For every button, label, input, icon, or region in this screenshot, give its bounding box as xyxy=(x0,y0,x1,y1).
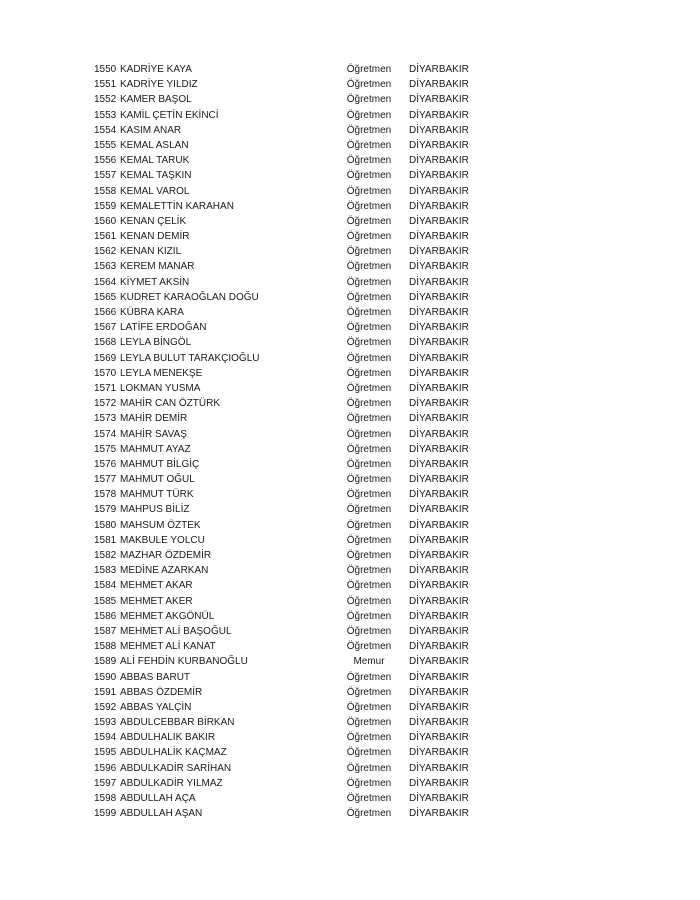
person-name: ABDULKADİR SARİHAN xyxy=(120,762,232,774)
record-number: 1589 xyxy=(94,656,117,668)
record-list xyxy=(0,62,700,821)
city-name: DİYARBAKIR xyxy=(409,671,469,683)
person-name: KAMER BAŞOL xyxy=(120,94,192,106)
city-name: DİYARBAKIR xyxy=(409,595,469,607)
job-title: Öğretmen xyxy=(346,458,392,470)
person-name: KENAN ÇELİK xyxy=(120,215,187,227)
record-number: 1561 xyxy=(94,231,117,243)
record-number: 1568 xyxy=(94,337,117,349)
record-number: 1556 xyxy=(94,155,117,167)
city-name: DİYARBAKIR xyxy=(409,793,469,804)
list-item xyxy=(0,487,700,502)
list-item xyxy=(0,442,700,457)
city-name: DİYARBAKIR xyxy=(409,701,469,713)
job-title: Öğretmen xyxy=(346,413,392,425)
list-item xyxy=(0,351,700,366)
city-name: DİYARBAKIR xyxy=(409,170,469,182)
record-number: 1595 xyxy=(94,747,117,759)
job-title: Öğretmen xyxy=(346,428,392,440)
job-title: Öğretmen xyxy=(346,550,392,561)
person-name: MAHMUT OĞUL xyxy=(120,474,195,486)
person-name: ABDULLAH AŞAN xyxy=(120,808,203,820)
person-name: MAHSUM ÖZTEK xyxy=(120,519,201,531)
job-title: Öğretmen xyxy=(346,534,392,546)
person-name: ABDULHALIK BAKIR xyxy=(120,732,216,744)
person-name: KADRİYE KAYA xyxy=(120,64,192,75)
record-number: 1565 xyxy=(94,291,117,303)
record-number: 1596 xyxy=(94,762,117,774)
list-item xyxy=(0,745,700,760)
list-item xyxy=(0,502,700,517)
city-name: DİYARBAKIR xyxy=(409,732,469,744)
job-title: Öğretmen xyxy=(346,307,392,318)
person-name: KAMİL ÇETİN EKİNCİ xyxy=(120,109,219,121)
job-title: Öğretmen xyxy=(346,79,392,91)
person-name: KEMAL VAROL xyxy=(120,185,190,197)
city-name: DİYARBAKIR xyxy=(409,580,469,592)
job-title: Öğretmen xyxy=(346,352,392,364)
job-title: Öğretmen xyxy=(346,276,392,288)
city-name: DİYARBAKIR xyxy=(409,808,469,820)
city-name: DİYARBAKIR xyxy=(409,489,469,501)
record-number: 1563 xyxy=(94,261,117,273)
list-item xyxy=(0,806,700,821)
job-title: Öğretmen xyxy=(346,474,392,486)
person-name: MAHMUT AYAZ xyxy=(120,443,191,455)
city-name: DİYARBAKIR xyxy=(409,200,469,212)
list-item xyxy=(0,730,700,745)
person-name: KEREM MANAR xyxy=(120,261,195,273)
city-name: DİYARBAKIR xyxy=(409,777,469,789)
person-name: ABBAS YALÇİN xyxy=(120,701,192,713)
list-item xyxy=(0,427,700,442)
city-name: DİYARBAKIR xyxy=(409,550,469,561)
record-number: 1580 xyxy=(94,519,117,531)
record-number: 1564 xyxy=(94,276,117,288)
city-name: DİYARBAKIR xyxy=(409,443,469,455)
city-name: DİYARBAKIR xyxy=(409,474,469,486)
city-name: DİYARBAKIR xyxy=(409,94,469,106)
city-name: DİYARBAKIR xyxy=(409,276,469,288)
city-name: DİYARBAKIR xyxy=(409,64,469,75)
job-title: Öğretmen xyxy=(346,200,392,212)
person-name: KİYMET AKSİN xyxy=(120,276,190,288)
person-name: LEYLA BULUT TARAKÇIOĞLU xyxy=(120,352,260,364)
record-number: 1553 xyxy=(94,109,117,121)
person-name: KÜBRA KARA xyxy=(120,307,184,318)
job-title: Öğretmen xyxy=(346,625,392,637)
record-number: 1593 xyxy=(94,717,117,729)
city-name: DİYARBAKIR xyxy=(409,428,469,440)
job-title: Öğretmen xyxy=(346,170,392,182)
list-item xyxy=(0,92,700,107)
person-name: ABDULHALİK KAÇMAZ xyxy=(120,747,227,759)
record-number: 1576 xyxy=(94,458,117,470)
city-name: DİYARBAKIR xyxy=(409,231,469,243)
job-title: Öğretmen xyxy=(346,580,392,592)
city-name: DİYARBAKIR xyxy=(409,382,469,394)
job-title: Öğretmen xyxy=(346,747,392,759)
list-item xyxy=(0,411,700,426)
record-number: 1554 xyxy=(94,124,117,136)
record-number: 1585 xyxy=(94,595,117,607)
city-name: DİYARBAKIR xyxy=(409,261,469,273)
record-number: 1592 xyxy=(94,701,117,713)
person-name: LOKMAN YUSMA xyxy=(120,382,201,394)
city-name: DİYARBAKIR xyxy=(409,625,469,637)
list-item xyxy=(0,609,700,624)
job-title: Öğretmen xyxy=(346,139,392,151)
job-title: Öğretmen xyxy=(346,595,392,607)
job-title: Öğretmen xyxy=(346,489,392,501)
record-number: 1560 xyxy=(94,215,117,227)
job-title: Öğretmen xyxy=(346,671,392,683)
record-number: 1584 xyxy=(94,580,117,592)
job-title: Öğretmen xyxy=(346,443,392,455)
person-name: KUDRET KARAOĞLAN DOĞU xyxy=(120,291,259,303)
city-name: DİYARBAKIR xyxy=(409,337,469,349)
record-number: 1586 xyxy=(94,610,117,622)
list-item xyxy=(0,381,700,396)
city-name: DİYARBAKIR xyxy=(409,307,469,318)
job-title: Öğretmen xyxy=(346,565,392,577)
list-item xyxy=(0,275,700,290)
city-name: DİYARBAKIR xyxy=(409,534,469,546)
record-number: 1559 xyxy=(94,200,117,212)
job-title: Memur xyxy=(353,656,385,668)
list-item xyxy=(0,700,700,715)
city-name: DİYARBAKIR xyxy=(409,367,469,379)
record-number: 1594 xyxy=(94,732,117,744)
record-number: 1577 xyxy=(94,474,117,486)
record-number: 1551 xyxy=(94,79,117,91)
job-title: Öğretmen xyxy=(346,762,392,774)
record-number: 1597 xyxy=(94,777,117,789)
list-item xyxy=(0,138,700,153)
job-title: Öğretmen xyxy=(346,94,392,106)
list-item xyxy=(0,184,700,199)
job-title: Öğretmen xyxy=(346,641,392,653)
person-name: ABDULLAH AÇA xyxy=(120,793,196,804)
list-item xyxy=(0,685,700,700)
person-name: KASIM ANAR xyxy=(120,124,182,136)
list-item xyxy=(0,77,700,92)
list-item xyxy=(0,290,700,305)
record-number: 1590 xyxy=(94,671,117,683)
record-number: 1578 xyxy=(94,489,117,501)
list-item xyxy=(0,654,700,669)
person-name: KEMAL TAŞKIN xyxy=(120,170,192,182)
job-title: Öğretmen xyxy=(346,155,392,167)
job-title: Öğretmen xyxy=(346,777,392,789)
person-name: MAHPUS BİLİZ xyxy=(120,504,190,516)
person-name: MEDİNE AZARKAN xyxy=(120,565,209,577)
record-number: 1598 xyxy=(94,793,117,804)
city-name: DİYARBAKIR xyxy=(409,565,469,577)
city-name: DİYARBAKIR xyxy=(409,656,469,668)
city-name: DİYARBAKIR xyxy=(409,185,469,197)
list-item xyxy=(0,305,700,320)
record-number: 1591 xyxy=(94,686,117,698)
person-name: ABBAS BARUT xyxy=(120,671,191,683)
person-name: ABDULCEBBAR BİRKAN xyxy=(120,717,235,729)
job-title: Öğretmen xyxy=(346,246,392,258)
person-name: KEMAL ASLAN xyxy=(120,139,189,151)
job-title: Öğretmen xyxy=(346,701,392,713)
list-item xyxy=(0,244,700,259)
list-item xyxy=(0,214,700,229)
record-number: 1557 xyxy=(94,170,117,182)
list-item xyxy=(0,168,700,183)
job-title: Öğretmen xyxy=(346,124,392,136)
job-title: Öğretmen xyxy=(346,231,392,243)
record-number: 1562 xyxy=(94,246,117,258)
record-number: 1567 xyxy=(94,322,117,334)
person-name: ABDULKADİR YILMAZ xyxy=(120,777,223,789)
list-item xyxy=(0,153,700,168)
record-number: 1550 xyxy=(94,64,117,75)
person-name: KENAN KIZIL xyxy=(120,246,182,258)
city-name: DİYARBAKIR xyxy=(409,413,469,425)
job-title: Öğretmen xyxy=(346,793,392,804)
city-name: DİYARBAKIR xyxy=(409,155,469,167)
job-title: Öğretmen xyxy=(346,519,392,531)
person-name: MAHİR SAVAŞ xyxy=(120,428,187,440)
job-title: Öğretmen xyxy=(346,808,392,820)
record-number: 1572 xyxy=(94,398,117,410)
list-item xyxy=(0,761,700,776)
record-number: 1581 xyxy=(94,534,117,546)
person-name: MEHMET ALİ KANAT xyxy=(120,641,216,653)
person-name: MAKBULE YOLCU xyxy=(120,534,205,546)
list-item xyxy=(0,670,700,685)
record-number: 1582 xyxy=(94,550,117,561)
list-item xyxy=(0,396,700,411)
job-title: Öğretmen xyxy=(346,504,392,516)
city-name: DİYARBAKIR xyxy=(409,458,469,470)
job-title: Öğretmen xyxy=(346,717,392,729)
record-number: 1575 xyxy=(94,443,117,455)
list-item xyxy=(0,563,700,578)
list-item xyxy=(0,335,700,350)
person-name: MAZHAR ÖZDEMİR xyxy=(120,550,212,561)
city-name: DİYARBAKIR xyxy=(409,686,469,698)
city-name: DİYARBAKIR xyxy=(409,322,469,334)
list-item xyxy=(0,62,700,77)
person-name: MAHİR CAN ÖZTÜRK xyxy=(120,398,220,410)
job-title: Öğretmen xyxy=(346,64,392,75)
person-name: ALİ FEHDİN KURBANOĞLU xyxy=(120,656,248,668)
person-name: MEHMET ALİ BAŞOĞUL xyxy=(120,625,232,637)
job-title: Öğretmen xyxy=(346,610,392,622)
job-title: Öğretmen xyxy=(346,261,392,273)
list-item xyxy=(0,199,700,214)
city-name: DİYARBAKIR xyxy=(409,519,469,531)
list-item xyxy=(0,320,700,335)
list-item xyxy=(0,624,700,639)
person-name: KEMAL TARUK xyxy=(120,155,190,167)
city-name: DİYARBAKIR xyxy=(409,246,469,258)
city-name: DİYARBAKIR xyxy=(409,215,469,227)
job-title: Öğretmen xyxy=(346,398,392,410)
city-name: DİYARBAKIR xyxy=(409,610,469,622)
list-item xyxy=(0,715,700,730)
city-name: DİYARBAKIR xyxy=(409,352,469,364)
job-title: Öğretmen xyxy=(346,337,392,349)
person-name: KADRİYE YILDIZ xyxy=(120,79,198,91)
list-item xyxy=(0,108,700,123)
list-item xyxy=(0,776,700,791)
city-name: DİYARBAKIR xyxy=(409,398,469,410)
list-item xyxy=(0,533,700,548)
list-item xyxy=(0,259,700,274)
list-item xyxy=(0,457,700,472)
job-title: Öğretmen xyxy=(346,367,392,379)
city-name: DİYARBAKIR xyxy=(409,762,469,774)
record-number: 1599 xyxy=(94,808,117,820)
record-number: 1588 xyxy=(94,641,117,653)
person-name: KENAN DEMİR xyxy=(120,231,190,243)
city-name: DİYARBAKIR xyxy=(409,124,469,136)
job-title: Öğretmen xyxy=(346,732,392,744)
job-title: Öğretmen xyxy=(346,109,392,121)
person-name: LEYLA BİNGÖL xyxy=(120,337,192,349)
city-name: DİYARBAKIR xyxy=(409,504,469,516)
list-item xyxy=(0,472,700,487)
list-item xyxy=(0,229,700,244)
list-item xyxy=(0,791,700,806)
city-name: DİYARBAKIR xyxy=(409,109,469,121)
job-title: Öğretmen xyxy=(346,215,392,227)
record-number: 1552 xyxy=(94,94,117,106)
person-name: MEHMET AKAR xyxy=(120,580,193,592)
record-number: 1569 xyxy=(94,352,117,364)
job-title: Öğretmen xyxy=(346,185,392,197)
record-number: 1555 xyxy=(94,139,117,151)
list-item xyxy=(0,578,700,593)
city-name: DİYARBAKIR xyxy=(409,291,469,303)
record-number: 1587 xyxy=(94,625,117,637)
person-name: KEMALETTİN KARAHAN xyxy=(120,200,234,212)
record-number: 1571 xyxy=(94,382,117,394)
record-number: 1579 xyxy=(94,504,117,516)
record-number: 1574 xyxy=(94,428,117,440)
person-name: MEHMET AKER xyxy=(120,595,193,607)
person-name: LEYLA MENEKŞE xyxy=(120,367,203,379)
record-number: 1566 xyxy=(94,307,117,318)
record-number: 1583 xyxy=(94,565,117,577)
list-item xyxy=(0,548,700,563)
job-title: Öğretmen xyxy=(346,291,392,303)
person-name: MEHMET AKGÖNÜL xyxy=(120,610,215,622)
city-name: DİYARBAKIR xyxy=(409,717,469,729)
job-title: Öğretmen xyxy=(346,322,392,334)
person-name: LATİFE ERDOĞAN xyxy=(120,322,207,334)
person-name: MAHMUT BİLGİÇ xyxy=(120,458,200,470)
city-name: DİYARBAKIR xyxy=(409,747,469,759)
record-number: 1558 xyxy=(94,185,117,197)
person-name: ABBAS ÖZDEMİR xyxy=(120,686,203,698)
job-title: Öğretmen xyxy=(346,382,392,394)
list-item xyxy=(0,594,700,609)
record-number: 1570 xyxy=(94,367,117,379)
city-name: DİYARBAKIR xyxy=(409,641,469,653)
list-item xyxy=(0,639,700,654)
person-name: MAHMUT TÜRK xyxy=(120,489,194,501)
job-title: Öğretmen xyxy=(346,686,392,698)
list-item xyxy=(0,366,700,381)
city-name: DİYARBAKIR xyxy=(409,139,469,151)
list-item xyxy=(0,123,700,138)
city-name: DİYARBAKIR xyxy=(409,79,469,91)
person-name: MAHİR DEMİR xyxy=(120,413,188,425)
record-number: 1573 xyxy=(94,413,117,425)
list-item xyxy=(0,518,700,533)
